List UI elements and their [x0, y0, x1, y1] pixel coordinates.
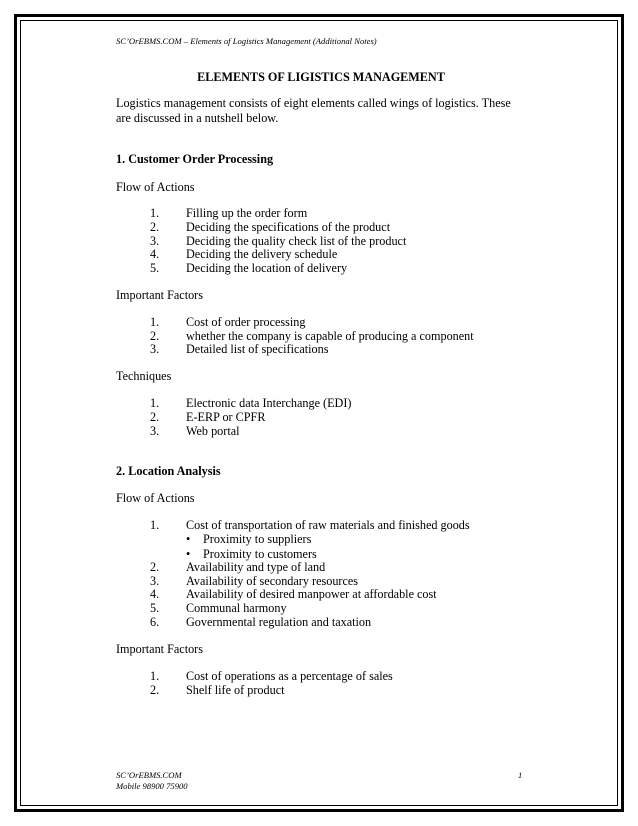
list-number: 4. — [150, 247, 160, 261]
page-number: 1 — [518, 770, 523, 780]
list-item: Availability and type of land — [186, 560, 326, 574]
list-number: 1. — [150, 206, 160, 220]
list-item: Web portal — [186, 424, 240, 438]
footer-mobile: Mobile 98900 75900 — [116, 781, 188, 791]
list-number: 3. — [150, 424, 160, 438]
list-item: Cost of operations as a percentage of sales — [186, 669, 393, 683]
footer-contact — [116, 770, 188, 792]
list-number: 1. — [150, 315, 160, 329]
intro-paragraph: Logistics management consists of eight elements called wings of logistics. These are discussed in a nutshell below. — [116, 96, 511, 125]
list-number: 2. — [150, 220, 160, 234]
list-item: Governmental regulation and taxation — [186, 615, 372, 629]
list-number: 2. — [150, 560, 160, 574]
list-item: Shelf life of product — [186, 683, 285, 697]
list-number: 3. — [150, 234, 160, 248]
section1-techniques-label: Techniques — [116, 369, 172, 383]
bullet-icon: • — [186, 532, 191, 546]
list-item: Deciding the location of delivery — [186, 261, 348, 275]
list-number: 4. — [150, 587, 160, 601]
list-item: Detailed list of specifications — [186, 342, 329, 356]
page-border-inner — [20, 20, 618, 806]
list-number: 1. — [150, 518, 160, 532]
list-item: whether the company is capable of producing a component — [186, 329, 474, 343]
document-title: ELEMENTS OF LIGISTICS MANAGEMENT — [197, 70, 445, 84]
list-number: 5. — [150, 601, 160, 615]
list-number: 1. — [150, 669, 160, 683]
section2-flow-label: Flow of Actions — [116, 491, 195, 505]
bullet-item — [186, 532, 311, 547]
list-item: Electronic data Interchange (EDI) — [186, 396, 352, 410]
list-number: 3. — [150, 342, 160, 356]
footer-site: SC’OrEBMS.COM — [116, 770, 182, 780]
list-number: 5. — [150, 261, 160, 275]
running-header: SC’OrEBMS.COM – Elements of Logistics Management (Additional Notes) — [116, 36, 377, 46]
list-number: 1. — [150, 396, 160, 410]
section1-flow-label: Flow of Actions — [116, 180, 195, 194]
list-item: Deciding the delivery schedule — [186, 247, 338, 261]
list-item: E-ERP or CPFR — [186, 410, 266, 424]
list-item: Deciding the specifications of the product — [186, 220, 391, 234]
bullet-text: Proximity to customers — [203, 547, 317, 561]
list-item: Communal harmony — [186, 601, 287, 615]
list-number: 3. — [150, 574, 160, 588]
section2-heading: 2. Location Analysis — [116, 464, 221, 478]
list-number: 6. — [150, 615, 160, 629]
list-number: 2. — [150, 683, 160, 697]
list-item: Filling up the order form — [186, 206, 308, 220]
list-item: Availability of secondary resources — [186, 574, 359, 588]
section1-heading: 1. Customer Order Processing — [116, 152, 274, 166]
bullet-text: Proximity to suppliers — [203, 532, 312, 546]
list-number: 2. — [150, 410, 160, 424]
list-item: Deciding the quality check list of the product — [186, 234, 407, 248]
list-item: Availability of desired manpower at affordable cost — [186, 587, 437, 601]
list-item: Cost of order processing — [186, 315, 306, 329]
bullet-icon: • — [186, 547, 191, 561]
list-item: Cost of transportation of raw materials and finished goods — [186, 518, 470, 532]
section1-factors-label: Important Factors — [116, 288, 203, 302]
section2-factors-label: Important Factors — [116, 642, 203, 656]
list-number: 2. — [150, 329, 160, 343]
